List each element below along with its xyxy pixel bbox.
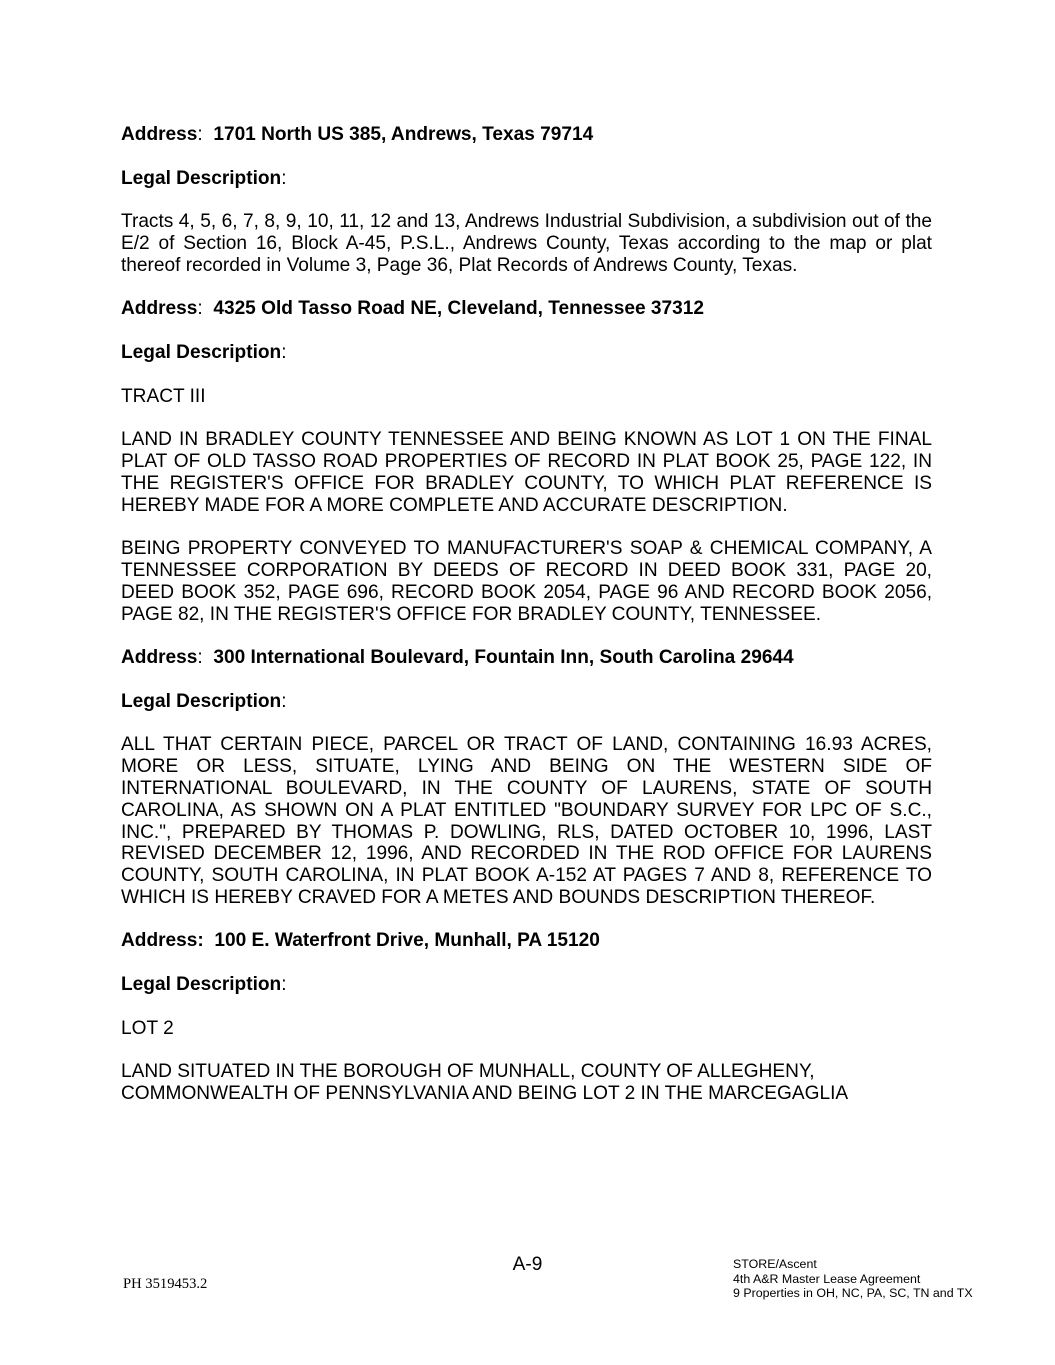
legal-description-heading — [121, 342, 932, 364]
legal-description-label: Legal Description — [121, 167, 282, 189]
legal-description-paragraph — [121, 429, 932, 516]
property-section — [121, 124, 932, 277]
property-section — [121, 930, 932, 1104]
text-line: LOT 2 — [121, 1017, 174, 1039]
legal-description-paragraph — [121, 1061, 932, 1105]
legal-description-label: Legal Description — [121, 974, 282, 996]
legal-description-heading — [121, 691, 932, 713]
address-value: 100 E. Waterfront Drive, Munhall, PA 15120 — [214, 930, 600, 952]
text-line: E/2 of Section 16, Block A-45, P.S.L., Andrews County, Texas according to the map or plat — [121, 232, 932, 254]
text-line: LAND SITUATED IN THE BOROUGH OF MUNHALL, COUNTY OF ALLEGHENY, — [121, 1061, 815, 1083]
address-value: 300 International Boulevard, Fountain Inn, South Carolina 29644 — [213, 647, 794, 669]
legal-description-heading — [121, 974, 932, 996]
legal-description-label: Legal Description — [121, 690, 282, 712]
address-label: Address — [121, 298, 198, 320]
address-heading — [121, 647, 932, 669]
address-heading — [121, 124, 932, 146]
legal-description-paragraph — [121, 386, 932, 408]
legal-description-paragraph — [121, 734, 932, 908]
text-line: Tracts 4, 5, 6, 7, 8, 9, 10, 11, 12 and 13, Andrews Industrial Subdivision, a subdivision out of the — [121, 211, 932, 233]
property-section — [121, 298, 932, 625]
document-body — [121, 124, 932, 1127]
address-value: 1701 North US 385, Andrews, Texas 79714 — [213, 124, 594, 145]
footer-right-line: STORE/Ascent — [733, 1257, 817, 1271]
text-line: TENNESSEE CORPORATION BY DEEDS OF RECORD IN DEED BOOK 331, PAGE 20, — [121, 559, 932, 581]
text-line: WHICH IS HEREBY CRAVED FOR A METES AND BOUNDS DESCRIPTION THEREOF. — [121, 886, 876, 908]
address-separator: : — [197, 124, 214, 145]
text-line: COUNTY, SOUTH CAROLINA, IN PLAT BOOK A-152 AT PAGES 7 AND 8, REFERENCE TO — [121, 865, 932, 887]
text-line: thereof recorded in Volume 3, Page 36, Plat Records of Andrews County, Texas. — [121, 254, 798, 276]
text-line: DEED BOOK 352, PAGE 696, RECORD BOOK 2054, PAGE 96 AND RECORD BOOK 2056, — [121, 581, 932, 603]
address-value: 4325 Old Tasso Road NE, Cleveland, Tennessee 37312 — [213, 298, 704, 320]
text-line: THE REGISTER'S OFFICE FOR BRADLEY COUNTY, TO WHICH PLAT REFERENCE IS — [121, 472, 932, 494]
footer-right-line: 4th A&R Master Lease Agreement — [733, 1271, 921, 1286]
text-line: HEREBY MADE FOR A MORE COMPLETE AND ACCURATE DESCRIPTION. — [121, 494, 788, 516]
text-line: INC.", PREPARED BY THOMAS P. DOWLING, RLS, DATED OCTOBER 10, 1996, LAST — [121, 821, 932, 843]
address-separator: : — [197, 298, 214, 320]
legal-description-heading — [121, 168, 932, 190]
address-separator: : — [197, 647, 214, 669]
property-section — [121, 647, 932, 909]
text-line: LAND IN BRADLEY COUNTY TENNESSEE AND BEING KNOWN AS LOT 1 ON THE FINAL — [121, 429, 932, 451]
address-label: Address — [121, 124, 198, 145]
footer-right-line: 9 Properties in OH, NC, PA, SC, TN and TX — [733, 1286, 973, 1301]
legal-description-separator: : — [281, 167, 287, 189]
text-line: COMMONWEALTH OF PENNSYLVANIA AND BEING LOT 2 IN THE MARCEGAGLIA — [121, 1083, 849, 1105]
text-line: REVISED DECEMBER 12, 1996, AND RECORDED IN THE ROD OFFICE FOR LAURENS — [121, 843, 932, 865]
legal-description-paragraph — [121, 1018, 932, 1040]
page-number: A-9 — [512, 1254, 543, 1275]
address-heading — [121, 298, 932, 320]
legal-description-label: Legal Description — [121, 341, 282, 363]
text-line: BEING PROPERTY CONVEYED TO MANUFACTURER'S SOAP & CHEMICAL COMPANY, A — [121, 538, 932, 560]
document-reference-number: PH 3519453.2 — [123, 1276, 208, 1292]
legal-description-paragraph — [121, 538, 932, 625]
text-line: CAROLINA, AS SHOWN ON A PLAT ENTITLED "BOUNDARY SURVEY FOR LPC OF S.C., — [121, 799, 932, 821]
text-line: ALL THAT CERTAIN PIECE, PARCEL OR TRACT OF LAND, CONTAINING 16.93 ACRES, — [121, 734, 932, 756]
legal-description-separator: : — [281, 341, 287, 363]
legal-description-separator: : — [281, 690, 287, 712]
address-heading — [121, 930, 932, 952]
text-line: MORE OR LESS, SITUATE, LYING AND BEING ON THE WESTERN SIDE OF — [121, 756, 932, 778]
address-label: Address — [121, 930, 198, 952]
address-label: Address — [121, 647, 198, 669]
legal-description-paragraph — [121, 211, 932, 276]
address-separator: : — [197, 930, 215, 952]
text-line: INTERNATIONAL BOULEVARD, IN THE COUNTY OF LAURENS, STATE OF SOUTH — [121, 777, 932, 799]
footer-right-block — [733, 1257, 973, 1301]
legal-description-separator: : — [281, 974, 287, 996]
text-line: PLAT OF OLD TASSO ROAD PROPERTIES OF RECORD IN PLAT BOOK 25, PAGE 122, IN — [121, 450, 932, 472]
text-line: TRACT III — [121, 385, 206, 407]
text-line: PAGE 82, IN THE REGISTER'S OFFICE FOR BRADLEY COUNTY, TENNESSEE. — [121, 603, 822, 625]
